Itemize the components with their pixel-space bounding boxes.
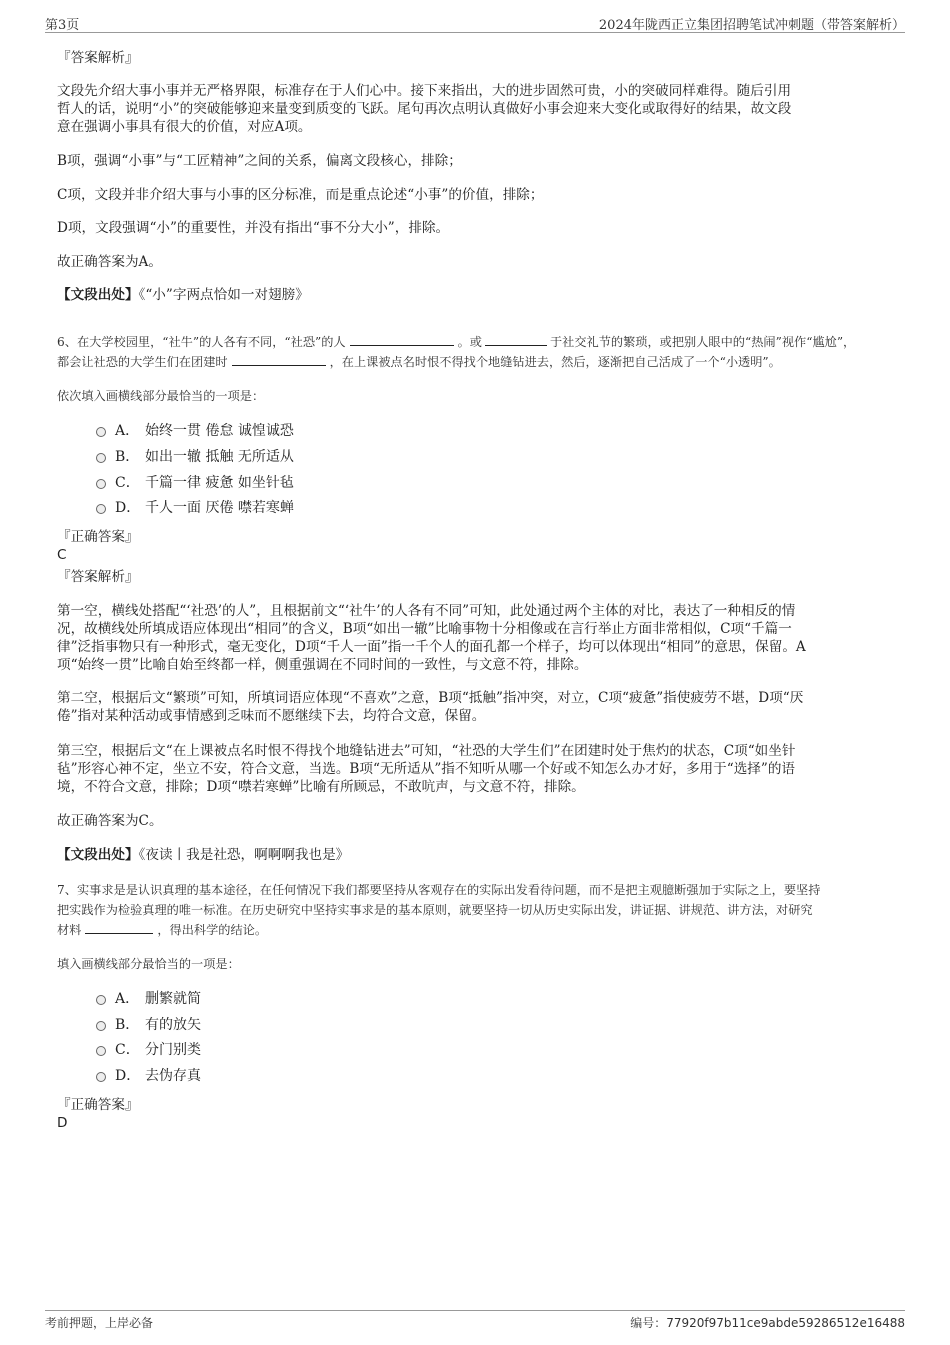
q6-option-a[interactable]: [96, 421, 294, 441]
page-header: [45, 12, 905, 33]
option-text: 始终一贯 倦怠 诚惶诚恐: [145, 423, 294, 439]
q6-option-c[interactable]: [96, 473, 294, 493]
option-letter: C．: [115, 475, 140, 491]
option-text: 有的放矢: [145, 1017, 201, 1033]
q6-analysis-p1-line-1: 第一空，横线处搭配“‘社恐’的人”，且根据前文“‘社牛’的人各有不同”可知，此处通过两个主体的对比，表达了一种相反的情: [57, 603, 796, 619]
option-letter: B．: [115, 449, 140, 465]
option-letter: A．: [115, 991, 140, 1007]
radio-icon[interactable]: [96, 1021, 106, 1031]
document-title: 2024年陇西正立集团招聘笔试冲刺题（带答案解析）: [598, 18, 905, 33]
q6-analysis-p1-line-4: 项“始终一贯”比喻自始至终都一样，侧重强调在不同时间的一致性，与文意不符，排除。: [57, 657, 588, 673]
q6-blank-3: [232, 353, 326, 366]
option-letter: D．: [115, 500, 141, 516]
q5-source-label: 【文段出处】: [57, 287, 139, 303]
q6-stem-line-1: [57, 332, 855, 352]
q6-stem-text: 都会让社恐的大学生们在团建时: [57, 355, 228, 369]
q7-prompt: 填入画横线部分最恰当的一项是：: [57, 957, 240, 971]
q6-analysis-p1-line-2: 况，故横线处所填成语应体现出“相同”的含义，B项“如出一辙”比喻事物十分相像或在言行举止方面非常相似，C项“千篇一: [57, 621, 792, 637]
radio-icon[interactable]: [96, 995, 106, 1005]
q5-analysis-line-3: 意在强调小事具有很大的价值，对应A项。: [57, 119, 312, 135]
q6-blank-1: [350, 333, 454, 346]
q6-source-label: 【文段出处】: [57, 847, 139, 863]
q6-answer: C: [57, 547, 67, 563]
option-letter: C．: [115, 1042, 140, 1058]
q7-stem-line-1: 7、实事求是是认识真理的基本途径，在任何情况下我们都要坚持从客观存在的实际出发看待问题，而不是把主观臆断强加于实际之上，要坚持: [57, 883, 821, 897]
footer-code: [630, 1314, 905, 1331]
footer-code-label: 编号：: [630, 1316, 667, 1330]
q6-stem-text: 6、在大学校园里，“社牛”的人各有不同，“社恐”的人: [57, 335, 346, 349]
q7-stem-line-3: [57, 920, 267, 940]
option-letter: D．: [115, 1068, 141, 1084]
q5-source: [57, 285, 309, 305]
radio-icon[interactable]: [96, 479, 106, 489]
q6-conclusion: 故正确答案为C。: [57, 813, 163, 829]
q5-conclusion: 故正确答案为A。: [57, 254, 162, 270]
q6-answer-heading: 『正确答案』: [57, 529, 139, 545]
radio-icon[interactable]: [96, 1072, 106, 1082]
q6-analysis-p3-line-1: 第三空，根据后文“在上课被点名时恨不得找个地缝钻进去”可知，“社恐的大学生们”在团建时处于焦灼的状态，C项“如坐针: [57, 743, 796, 759]
q7-option-a[interactable]: [96, 989, 201, 1009]
footer-code-value: 77920f97b11ce9abde59286512e16488: [666, 1316, 905, 1330]
radio-icon[interactable]: [96, 504, 106, 514]
radio-icon[interactable]: [96, 427, 106, 437]
q5-analysis-line-2: 哲人的话，说明“小”的突破能够迎来量变到质变的飞跃。尾句再次点明认真做好小事会迎来大变化或取得好的结果，故文段: [57, 101, 792, 117]
q6-stem-text: 。或: [457, 335, 482, 349]
q5-analysis-option-c: C项，文段并非介绍大事与小事的区分标准，而是重点论述“小事”的价值，排除；: [57, 187, 544, 203]
q6-stem-text: 于社交礼节的繁琐，或把别人眼中的“热闹”视作“尴尬”，: [550, 335, 856, 349]
option-text: 去伪存真: [145, 1068, 201, 1084]
q6-prompt: 依次填入画横线部分最恰当的一项是：: [57, 389, 265, 403]
q7-option-d[interactable]: [96, 1066, 201, 1086]
radio-icon[interactable]: [96, 1046, 106, 1056]
q6-stem-line-2: [57, 352, 781, 372]
q6-source-text: 《夜读丨我是社恐，啊啊啊我也是》: [138, 847, 350, 863]
q6-analysis-p2-line-1: 第二空，根据后文“繁琐”可知，所填词语应体现“不喜欢”之意，B项“抵触”指冲突，对立，C项“疲惫”指使疲劳不堪，D项“厌: [57, 690, 804, 706]
option-text: 千人一面 厌倦 噤若寒蝉: [145, 500, 294, 516]
q6-analysis-p3-line-2: 毡”形容心神不定，坐立不安，符合文意，当选。B项“无所适从”指不知听从哪一个好或不知怎么办才好，多用于“选择”的语: [57, 761, 796, 777]
option-letter: A．: [115, 423, 140, 439]
q7-answer-heading: 『正确答案』: [57, 1097, 139, 1113]
radio-icon[interactable]: [96, 453, 106, 463]
q5-analysis-heading: 『答案解析』: [57, 50, 139, 66]
q6-analysis-p1-line-3: 律”泛指事物只有一种形式，毫无变化，D项“千人一面”指一千个人的面孔都一个样子，均可以体现出“相同”的意思，保留。A: [57, 639, 806, 655]
q6-analysis-p2-line-2: 倦”指对某种活动或事情感到乏味而不愿继续下去，均符合文意，保留。: [57, 708, 486, 724]
q7-stem-line-2: 把实践作为检验真理的唯一标准。在历史研究中坚持实事求是的基本原则，就要坚持一切从历史实际出发，讲证据、讲规范、讲方法，对研究: [57, 903, 813, 917]
option-text: 删繁就简: [145, 991, 201, 1007]
footer-slogan: 考前押题，上岸必备: [45, 1316, 154, 1330]
option-letter: B．: [115, 1017, 140, 1033]
q6-analysis-heading: 『答案解析』: [57, 569, 139, 585]
q7-option-b[interactable]: [96, 1015, 201, 1035]
q7-answer: D: [57, 1115, 68, 1131]
page-number: 第3页: [45, 18, 80, 33]
q6-option-b[interactable]: [96, 447, 294, 467]
q5-analysis-option-d: D项，文段强调“小”的重要性，并没有指出“事不分大小”，排除。: [57, 220, 450, 236]
q7-stem-text: 材料: [57, 923, 82, 937]
q7-option-c[interactable]: [96, 1040, 201, 1060]
option-text: 千篇一律 疲惫 如坐针毡: [145, 475, 294, 491]
q5-analysis-option-b: B项，强调“小事”与“工匠精神”之间的关系，偏离文段核心，排除；: [57, 153, 462, 169]
q5-source-text: 《“小”字两点恰如一对翅膀》: [138, 287, 309, 303]
q7-blank: [85, 921, 153, 934]
q6-analysis-p3-line-3: 境，不符合文意，排除；D项“噤若寒蝉”比喻有所顾忌，不敢吭声，与文意不符，排除。: [57, 779, 585, 795]
q6-option-d[interactable]: [96, 498, 294, 518]
page-footer: [45, 1310, 905, 1333]
q6-stem-text: ，在上课被点名时恨不得找个地缝钻进去，然后，逐渐把自己活成了一个“小透明”。: [329, 355, 781, 369]
q5-analysis-line-1: 文段先介绍大事小事并无严格界限，标准存在于人们心中。接下来指出，大的进步固然可贵，小的突破同样难得。随后引用: [57, 83, 792, 99]
q6-blank-2: [485, 333, 547, 346]
option-text: 分门别类: [145, 1042, 201, 1058]
option-text: 如出一辙 抵触 无所适从: [145, 449, 294, 465]
q7-stem-text: ，得出科学的结论。: [157, 923, 268, 937]
q6-source: [57, 845, 349, 865]
